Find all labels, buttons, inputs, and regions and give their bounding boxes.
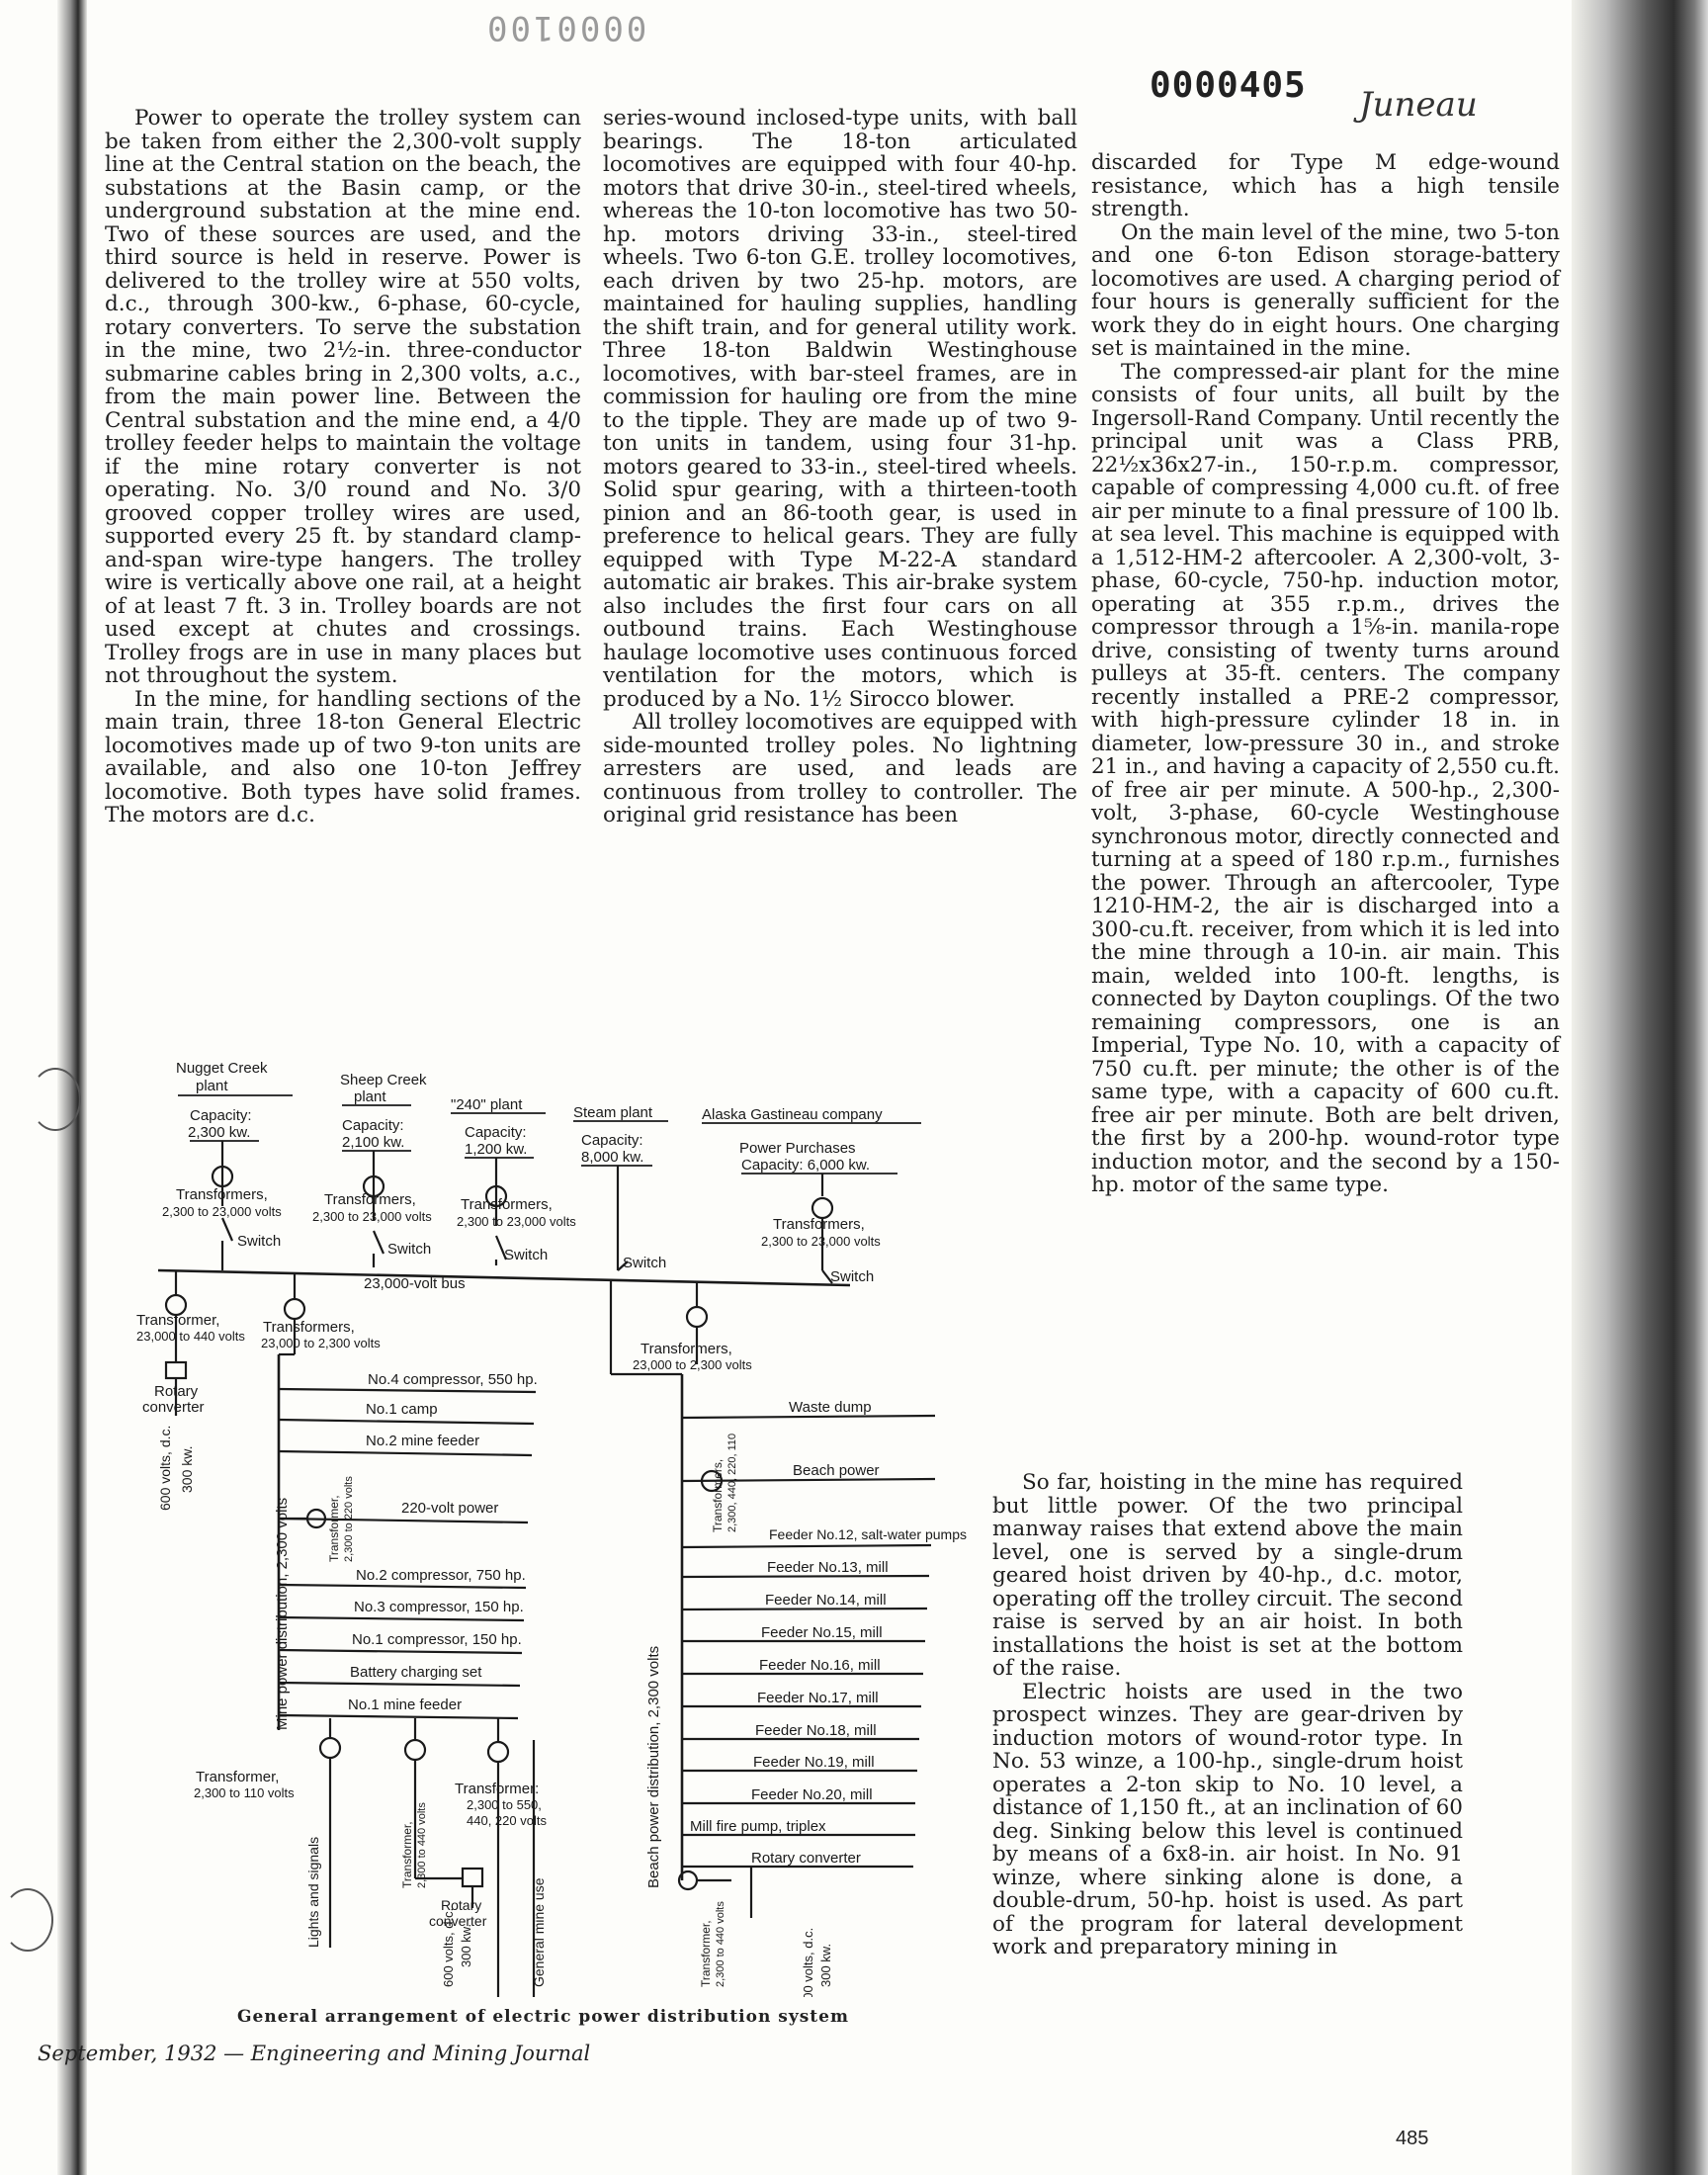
transformer-label: Transformers, (461, 1196, 553, 1213)
capacity-value: 2,300 kw. (188, 1124, 251, 1141)
mine-feeder-label: No.4 compressor, 550 hp. (368, 1371, 538, 1388)
transformer-rating: 2,300 to 440 volts (416, 1802, 428, 1888)
paragraph: In the mine, for handling sections of the main train, three 18-ton General Electric locomotives made up of two 9-ton units are available, and also one 10-ton Jeffrey locomotive. Both types have solid frames. The motors are d.c. (105, 686, 581, 827)
capacity-label: Capacity: (581, 1132, 643, 1149)
transformer-rating: 2,300 to 110 volts (194, 1785, 295, 1800)
plant-name: "240" plant (451, 1096, 523, 1113)
transformer-label: Transformers, (263, 1319, 355, 1336)
rotary-label: Rotary (154, 1383, 199, 1400)
transformer-rating: 2,300 to 23,000 volts (457, 1214, 576, 1229)
transformer-rating: 2,300 to 550, (467, 1797, 542, 1812)
mine-feeder-label: No.1 compressor, 150 hp. (352, 1631, 522, 1648)
beach-feeder-label: Feeder No.14, mill (765, 1592, 887, 1609)
plant-name: plant (196, 1078, 228, 1094)
transformer-rating: 2,300 to 23,000 volts (162, 1204, 282, 1219)
rotary-rating: 600 volts, d.c. (157, 1425, 173, 1511)
mine-feeder-label: No.2 mine feeder (366, 1433, 480, 1449)
punch-hole (30, 1068, 81, 1131)
transformer-label: Transformer, (400, 1821, 414, 1888)
paragraph: discarded for Type M edge-wound resistance, which has a high tensile strength. (1091, 150, 1560, 221)
paragraph: On the main level of the mine, two 5-ton and one 6-ton Edison storage-battery locomotives are used. A charging period of four hours is generally sufficient for the work they do in eight hours. One charging set is maintained in the mine. (1091, 219, 1560, 361)
transformer-label: Transformers, (176, 1186, 268, 1203)
transformer-rating: 440, 220 volts (467, 1813, 547, 1828)
plant-name: Steam plant (573, 1104, 653, 1121)
text-column-3-lower (992, 1471, 1463, 1959)
capacity-value: 1,200 kw. (465, 1141, 528, 1158)
transformer-label: Transformer, (196, 1769, 280, 1785)
beach-feeder-label: Mill fire pump, triplex (690, 1818, 826, 1835)
beach-feeder-label: Waste dump (789, 1399, 872, 1416)
header-location: Juneau (1359, 85, 1478, 125)
plant-name: Nugget Creek (176, 1060, 268, 1077)
general-mine-label: General mine use (531, 1877, 547, 1987)
beach-feeder-label: Feeder No.18, mill (755, 1722, 877, 1739)
beach-bus-label: Beach power distribution, 2,300 volts (645, 1645, 662, 1888)
mine-feeder-label: No.1 mine feeder (348, 1696, 463, 1713)
capacity-value: 2,100 kw. (342, 1134, 405, 1151)
beach-feeder-label: Feeder No.20, mill (751, 1786, 873, 1803)
transformer-label: Transformers, (773, 1216, 865, 1233)
transformer-rating: 2,300 to 440 volts (715, 1901, 726, 1987)
paragraph: So far, hoisting in the mine has required but little power. Of the two principal manway raises that extend above the main level, one is served by a single-drum geared hoist driven by 40-hp., d.c. motor, operating off the trolley circuit. The second raise is served by an air hoist. In both installations the hoist is set at the bottom of the raise. (992, 1470, 1463, 1681)
beach-feeder-label: Feeder No.19, mill (753, 1754, 875, 1771)
mine-feeder-label: Battery charging set (350, 1664, 482, 1681)
rotary-kw: 300 kw. (459, 1923, 473, 1967)
transformer-rating: 23,000 to 2,300 volts (261, 1336, 381, 1350)
bus-label: 23,000-volt bus (364, 1275, 466, 1292)
transformer-label: Transformer, (136, 1312, 220, 1329)
journal-footer: September, 1932 — Engineering and Mining Journal (38, 2042, 591, 2065)
switch-label: Switch (387, 1241, 432, 1258)
text-column-2 (603, 107, 1077, 827)
mine-feeder-label: No.1 camp (366, 1401, 438, 1418)
mine-feeder-label: No.3 compressor, 150 hp. (354, 1599, 524, 1615)
transformer-rating: 2,300 to 220 volts (343, 1476, 355, 1562)
power-distribution-diagram (119, 1048, 969, 1997)
transformer-rating: 2,300, 440, 220, 110 (726, 1433, 738, 1532)
rotary-kw: 300 kw. (818, 1943, 833, 1987)
lights-label: Lights and signals (305, 1836, 321, 1948)
capacity-label: Capacity: (465, 1124, 527, 1141)
paragraph: All trolley locomotives are equipped with side-mounted trolley poles. No lightning arresters are used, and leads are continuous from trolley to controller. The original grid resistance has been (603, 710, 1077, 827)
switch-label: Switch (237, 1233, 282, 1250)
transformer-rating: 23,000 to 440 volts (136, 1329, 245, 1344)
capacity-label: Capacity: (190, 1107, 252, 1124)
transformer-label: Transformers, (640, 1341, 732, 1357)
beach-feeder-label: Rotary converter (751, 1850, 861, 1867)
transformer-rating: 2,300 to 23,000 volts (761, 1234, 881, 1249)
mine-feeder-label: No.2 compressor, 750 hp. (356, 1567, 526, 1584)
company-power: Power Purchases (739, 1140, 856, 1157)
rotary-label: converter (429, 1913, 487, 1929)
transformer-label: Transformers, (324, 1191, 416, 1208)
page-edge-shadow (1572, 0, 1708, 2175)
mine-bus-label: Mine power distribution, 2,300 volts (274, 1497, 291, 1730)
beach-feeder-label: Feeder No.12, salt-water pumps (769, 1526, 967, 1542)
paragraph: Power to operate the trolley system can be taken from either the 2,300-volt supply line at the Central station on the beach, the substations at the Basin camp, or the underground substation at the mine end. Two of these sources are used, and the third source is held in reserve. Power is delivered to the trolley wire at 550 volts, d.c., through 300-kw., 6-phase, 60-cycle, rotary converters. To serve the substation in the mine, two 2½-in. three-conductor submarine cables bring in 2,300 volts, a.c., from the main power line. Between the Central substation and the mine end, a 4/0 trolley feeder helps to maintain the voltage if the mine rotary converter is not operating. No. 3/0 round and No. 3/0 grooved copper trolley wires are used, supported every 25 ft. by standard clamp-and-span wire-type hangers. The trolley wire is vertically above one rail, at a height of at least 7 ft. 3 in. Trolley boards are not used except at chutes and crossings. Trolley frogs are in use in many places but not throughout the system. (105, 106, 581, 688)
capacity-label: Capacity: (342, 1117, 404, 1134)
transformer-label: Transformers, (711, 1458, 725, 1532)
beach-feeder-label: Feeder No.17, mill (757, 1690, 879, 1706)
rotary-label: converter (142, 1399, 205, 1416)
plant-name: plant (354, 1088, 386, 1105)
company-capacity: Capacity: 6,000 kw. (741, 1157, 871, 1174)
paragraph: The compressed-air plant for the mine consists of four units, all built by the Ingersoll-Rand Company. Until recently the principal unit was a Class PRB, 22½x36x27-in., 150-r.p.m. compressor, capable of compressing 4,000 cu.ft. of free air per minute to a final pressure of 100 lb. at sea level. This machine is equipped with a 1,512-HM-2 aftercooler. A 2,300-volt, 3-phase, 60-cycle, 750-hp. induction motor, operating at 355 r.p.m., drives the compressor through a 1⅝-in. manila-rope drive, consisting of twenty turns around pulleys at 35-ft. centers. The company recently installed a PRE-2 compressor, with high-pressure cylinder 18 in. in diameter, low-pressure 30 in., and stroke 21 in., and having a capacity of 2,550 cu.ft. of free air per minute. A 500-hp., 2,300-volt, 3-phase, 60-cycle Westinghouse synchronous motor, directly connected and turning at a speed of 180 r.p.m., furnishes the power. Through an aftercooler, Type 1210-HM-2, the air is discharged into a 300-cu.ft. receiver, from which it is led into the mine through a 10-in. air main. This main, welded into 100-ft. lengths, is connected by Dayton couplings. Of the two remaining compressors, one is an Imperial, Type No. 10, with a capacity of 750 cu.ft. per minute; the other is of the same type, with a capacity of 600 cu.ft. free air per minute. Both are belt driven, the first by a 200-hp. wound-rotor type induction motor, and the second by a 150-hp. motor of the same type. (1091, 359, 1560, 1197)
paragraph: series-wound inclosed-type units, with ball bearings. The 18-ton articulated locomotives are equipped with four 40-hp. motors that drive 30-in., steel-tired wheels, whereas the 10-ton locomotive has two 50-hp. motors driving 33-in., steel-tired wheels. Two 6-ton G.E. trolley locomotives, each driven by two 25-hp. motors, are maintained for hauling supplies, handling the shift train, and for general utility work. Three 18-ton Baldwin Westinghouse locomotives, with bar-steel frames, are in commission for hauling ore from the mine to the tipple. They are made up of two 9-ton units in tandem, using four 31-hp. motors geared to 33-in., steel-tired wheels. Solid spur gearing, with a thirteen-tooth pinion and an 86-tooth gear, is used in preference to helical gears. They are fully equipped with Type M-22-A standard automatic air brakes. This air-brake system also includes the first four cars on all outbound trains. Each Westinghouse haulage locomotive uses continuous forced ventilation for the motors, which is produced by a No. 1½ Sirocco blower. (603, 106, 1077, 712)
rotary-rating: 600 volts, d.c. (441, 1907, 456, 1987)
switch-label: Switch (830, 1268, 875, 1285)
switch-label: Switch (623, 1255, 667, 1271)
transformer-rating: 23,000 to 2,300 volts (633, 1357, 752, 1372)
beach-feeder-label: Beach power (793, 1462, 880, 1479)
paragraph: Electric hoists are used in the two prospect winzes. They are gear-driven by induction motors of wound-rotor type. In No. 53 winze, a 100-hp., single-drum hoist operates a 2-ton skip to No. 10 level, a distance of 1,150 ft., at an inclination of 60 deg. Sinking below this level is continued by means of a 6x8-in. air hoist. In No. 91 winze, where sinking alone is done, a double-drum, 50-hp. hoist is used. As part of the program for lateral development work and preparatory mining in (992, 1679, 1463, 1959)
rotary-label: Rotary (441, 1897, 482, 1913)
mine-feeder-label: 220-volt power (401, 1500, 499, 1517)
plant-name: Sheep Creek (340, 1072, 427, 1088)
text-column-3 (1091, 151, 1560, 1197)
stamp-number-top: 0000100 (484, 8, 647, 47)
transformer-label: Transformer, (699, 1920, 713, 1987)
punch-hole (2, 1888, 53, 1952)
figure-caption: General arrangement of electric power distribution system (237, 2007, 849, 2027)
company-name: Alaska Gastineau company (702, 1106, 883, 1123)
document-number: 0000405 (1150, 65, 1307, 106)
page-number: 485 (1396, 2128, 1429, 2149)
text-column-1 (105, 107, 581, 827)
transformer-label: Transformer: (455, 1781, 540, 1797)
rotary-rating: 600 volts, d.c. (801, 1927, 815, 1997)
beach-feeder-label: Feeder No.16, mill (759, 1657, 881, 1674)
transformer-label: Transformer, (327, 1495, 341, 1562)
switch-label: Switch (504, 1247, 549, 1263)
beach-feeder-label: Feeder No.13, mill (767, 1559, 889, 1576)
transformer-rating: 2,300 to 23,000 volts (312, 1209, 432, 1224)
beach-feeder-label: Feeder No.15, mill (761, 1624, 883, 1641)
rotary-kw: 300 kw. (179, 1445, 195, 1493)
capacity-value: 8,000 kw. (581, 1149, 644, 1166)
